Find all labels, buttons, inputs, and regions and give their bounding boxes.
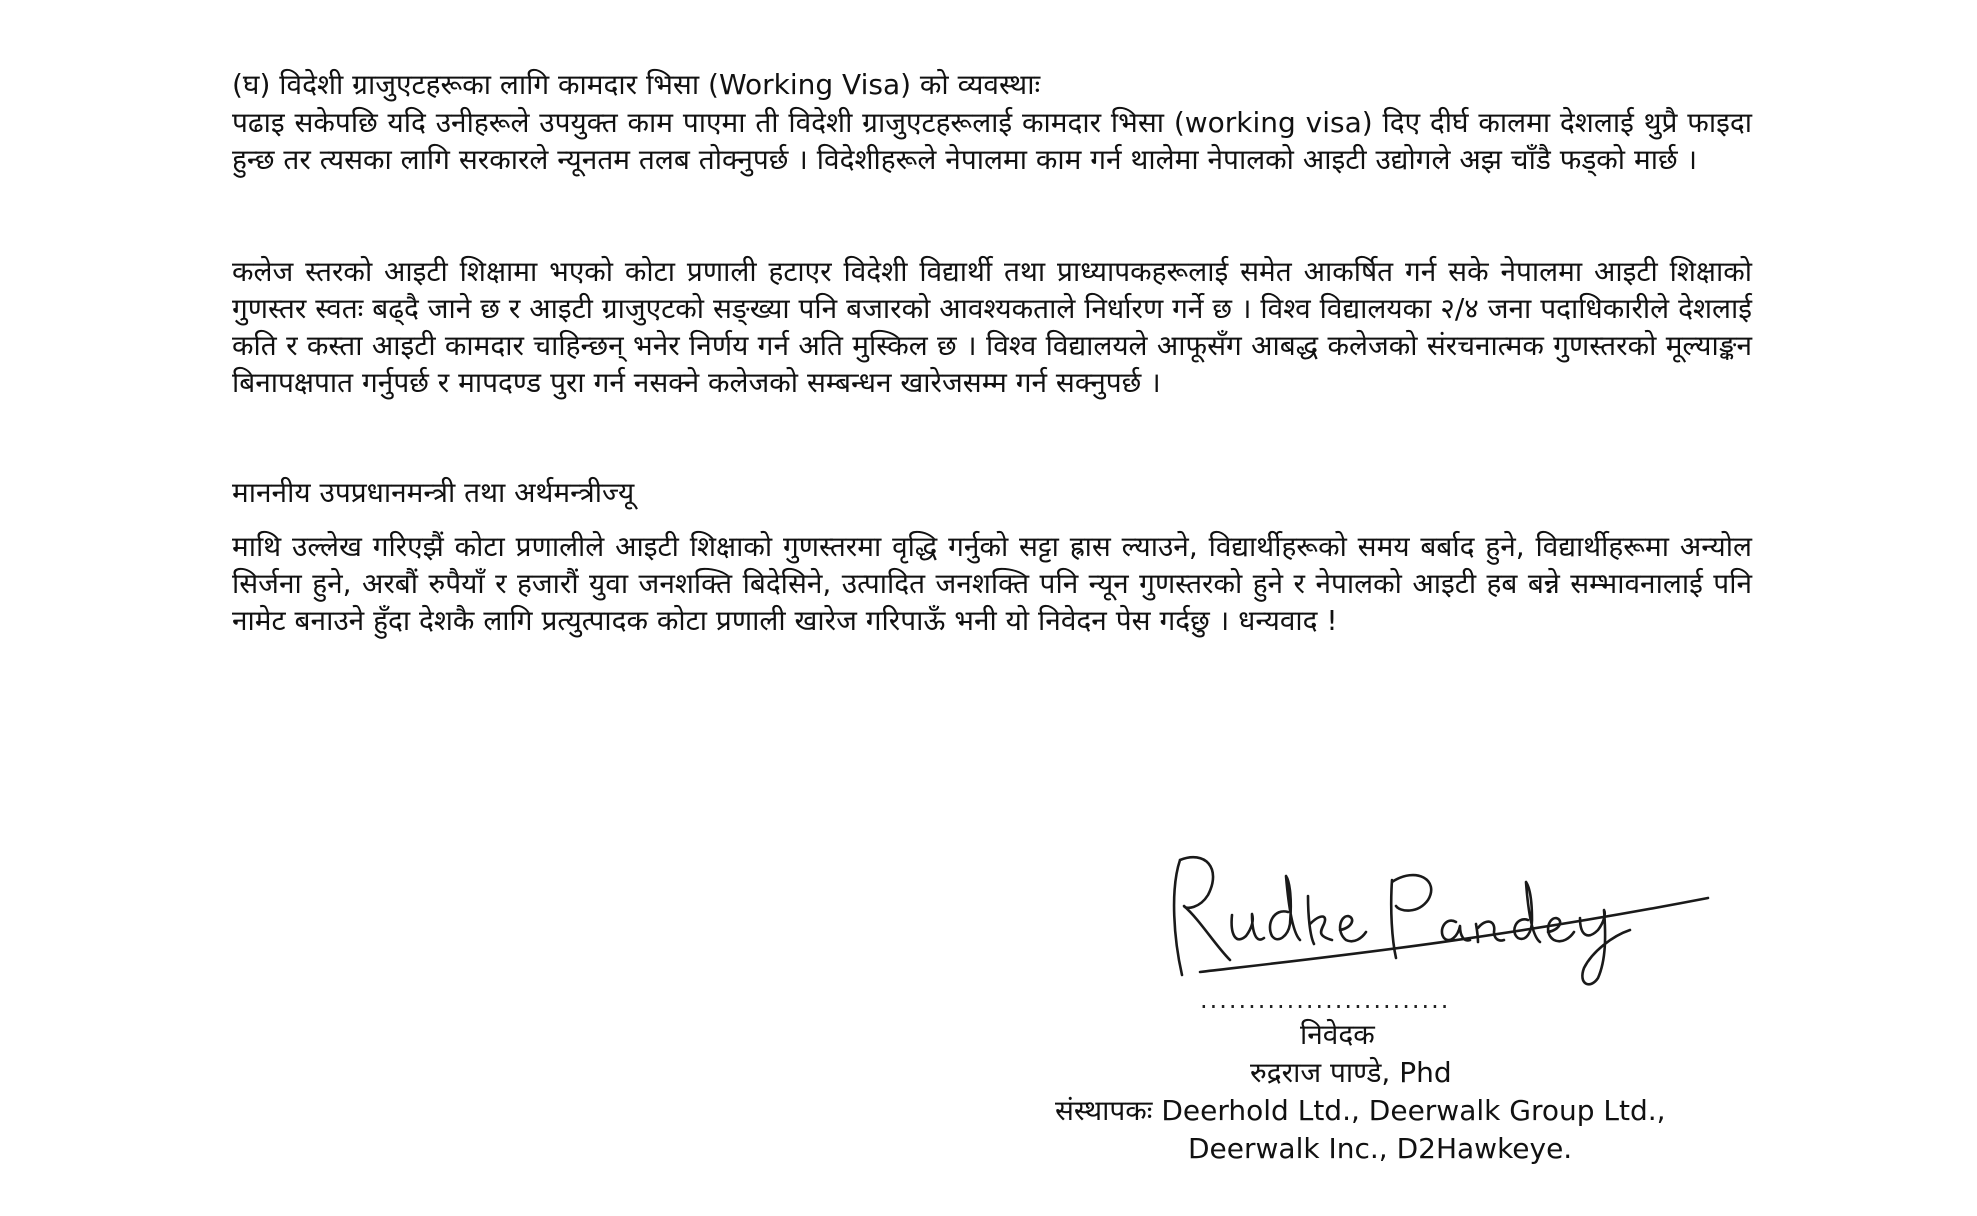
paragraph-quota-system: कलेज स्तरको आइटी शिक्षामा भएको कोटा प्रणाली हटाएर विदेशी विद्यार्थी तथा प्राध्यापकहरूलाई समेत आकर्षित गर्न सके नेपालमा आइटी शिक्षाको गुणस्तर स्वतः बढ्दै जाने छ र आइटी ग्राजुएटको सङ्ख्या पनि बजारको आवश्यकताले निर्धारण गर्ने छ । विश्व विद्यालयका २/४ जना पदाधिकारीले देशलाई कति र कस्ता आइटी कामदार चाहिन्छन् भनेर निर्णय गर्न अति मुस्किल छ । विश्व विद्यालयले आफूसँग आबद्ध कलेजको संरचनात्मक गुणस्तरको मूल्याङ्कन बिनापक्षपात गर्नुपर्छ र मापदण्ड पुरा गर्न नसक्ने कलेजको सम्बन्धन खारेजसम्म गर्न सक्नुपर्छ । xyxy=(232,255,1752,399)
paragraph-working-visa: पढाइ सकेपछि यदि उनीहरूले उपयुक्त काम पाएमा ती विदेशी ग्राजुएटहरूलाई कामदार भिसा (working visa) दिए दीर्घ कालमा देशलाई थुप्रै फाइदा हुन्छ तर त्यसका लागि सरकारले न्यूनतम तलब तोक्नुपर्छ । विदेशीहरूले नेपालमा काम गर्न थालेमा नेपालको आइटी उद्योगले अझ चाँडै फड्को मार्छ । xyxy=(232,106,1752,176)
signer-companies-line: Deerwalk Inc., D2Hawkeye. xyxy=(1188,1132,1573,1165)
section-heading: (घ) विदेशी ग्राजुएटहरूका लागि कामदार भिसा (Working Visa) को व्यवस्थाः xyxy=(232,68,1041,101)
signer-name: रुद्रराज पाण्डे, Phd xyxy=(1250,1056,1452,1089)
handwritten-signature xyxy=(1160,840,1720,990)
signer-founder-line: संस्थापकः Deerhold Ltd., Deerwalk Group Ltd., xyxy=(1055,1094,1666,1127)
signature-dotted-line: .......................... xyxy=(1200,986,1451,1014)
paragraph-conclusion: माथि उल्लेख गरिएझैं कोटा प्रणालीले आइटी शिक्षाको गुणस्तरमा वृद्धि गर्नुको सट्टा ह्रास ल्याउने, विद्यार्थीहरूको समय बर्बाद हुने, विद्यार्थीहरूमा अन्योल सिर्जना हुने, अरबौं रुपैयाँ र हजारौं युवा जनशक्ति बिदेसिने, उत्पादित जनशक्ति पनि न्यून गुणस्तरको हुने र नेपालको आइटी हब बन्ने सम्भावनालाई पनि नामेट बनाउने हुँदा देशकै लागि प्रत्युत्पादक कोटा प्रणाली खारेज गरिपाऊँ भनी यो निवेदन पेस गर्दछु । धन्यवाद ! xyxy=(232,530,1752,637)
salutation: माननीय उपप्रधानमन्त्री तथा अर्थमन्त्रीज्यू xyxy=(232,476,635,509)
signer-title: निवेदक xyxy=(1300,1018,1375,1051)
